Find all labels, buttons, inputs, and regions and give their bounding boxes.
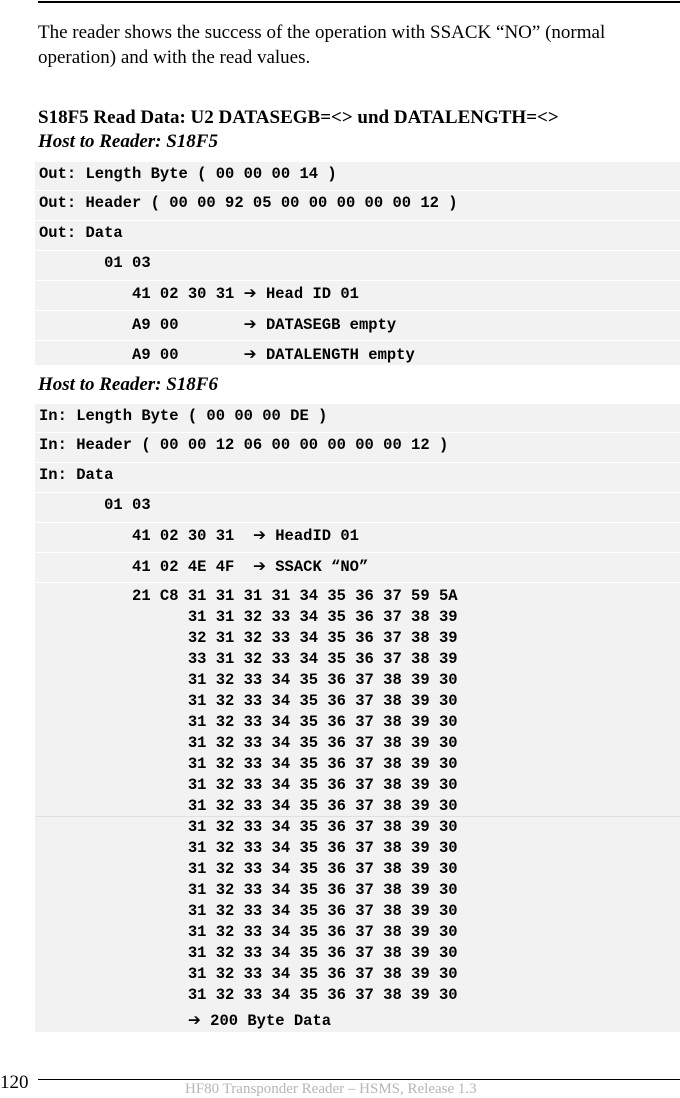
code-line: 41 02 30 31 ➔ Head ID 01 [39,284,359,303]
out-message-block [35,162,680,365]
section-heading: S18F5 Read Data: U2 DATASEGB=<> und DATALENGTH=<> [38,107,559,128]
host-to-reader-heading-1: Host to Reader: S18F5 [38,131,218,152]
data-line: 31 32 33 34 35 36 37 38 39 30 [39,818,458,836]
code-line: In: Length Byte ( 00 00 00 DE ) [39,407,328,425]
code-line: 01 03 [39,254,151,272]
page-number: 120 [0,1072,29,1093]
data-line: 31 32 33 34 35 36 37 38 39 30 [39,923,458,941]
host-to-reader-heading-2: Host to Reader: S18F6 [38,374,218,395]
data-line: 31 32 33 34 35 36 37 38 39 30 [39,755,458,773]
code-line: A9 00 ➔ DATASEGB empty [39,315,397,334]
code-line: Out: Data [39,224,123,242]
data-line: 31 31 32 33 34 35 36 37 38 39 [39,608,458,626]
arrow-icon: ➔ [252,526,266,544]
code-line: A9 00 ➔ DATALENGTH empty [39,345,415,364]
code-line: In: Header ( 00 00 12 06 00 00 00 00 00 12 ) [39,436,449,454]
data-line: 31 32 33 34 35 36 37 38 39 30 [39,797,458,815]
code-line: 01 03 [39,496,151,514]
code-line: In: Data [39,466,114,484]
data-line: 21 C8 31 31 31 31 34 35 36 37 59 5A [39,587,458,605]
data-line: 31 32 33 34 35 36 37 38 39 30 [39,986,458,1004]
data-line: 31 32 33 34 35 36 37 38 39 30 [39,839,458,857]
footer-rule [38,1079,680,1080]
code-line: Out: Header ( 00 00 92 05 00 00 00 00 00 12 ) [39,194,458,212]
code-line: 41 02 4E 4F ➔ SSACK “NO” [39,557,369,576]
data-line: 32 31 32 33 34 35 36 37 38 39 [39,629,458,647]
arrow-icon: ➔ [243,315,257,333]
intro-paragraph: The reader shows the success of the operation with SSACK “NO” (normal operation) and with the read values. [38,22,606,68]
data-line: 33 31 32 33 34 35 36 37 38 39 [39,650,458,668]
data-line: 31 32 33 34 35 36 37 38 39 30 [39,902,458,920]
data-line: 31 32 33 34 35 36 37 38 39 30 [39,965,458,983]
footer-text: HF80 Transponder Reader – HSMS, Release 1.3 [185,1081,477,1097]
data-line: 31 32 33 34 35 36 37 38 39 30 [39,881,458,899]
code-line: 41 02 30 31 ➔ HeadID 01 [39,526,359,545]
top-rule [38,1,680,3]
data-line: 31 32 33 34 35 36 37 38 39 30 [39,671,458,689]
data-line: 31 32 33 34 35 36 37 38 39 30 [39,713,458,731]
data-line: 31 32 33 34 35 36 37 38 39 30 [39,734,458,752]
data-line: 31 32 33 34 35 36 37 38 39 30 [39,860,458,878]
code-line: Out: Length Byte ( 00 00 00 14 ) [39,165,337,183]
data-line: 31 32 33 34 35 36 37 38 39 30 [39,776,458,794]
arrow-icon: ➔ [243,345,257,363]
data-line: 31 32 33 34 35 36 37 38 39 30 [39,944,458,962]
in-message-block [35,404,680,1032]
data-summary-line: ➔ 200 Byte Data [187,1011,332,1030]
arrow-icon: ➔ [252,557,266,575]
arrow-icon: ➔ [187,1011,201,1029]
arrow-icon: ➔ [243,284,257,302]
data-line: 31 32 33 34 35 36 37 38 39 30 [39,692,458,710]
